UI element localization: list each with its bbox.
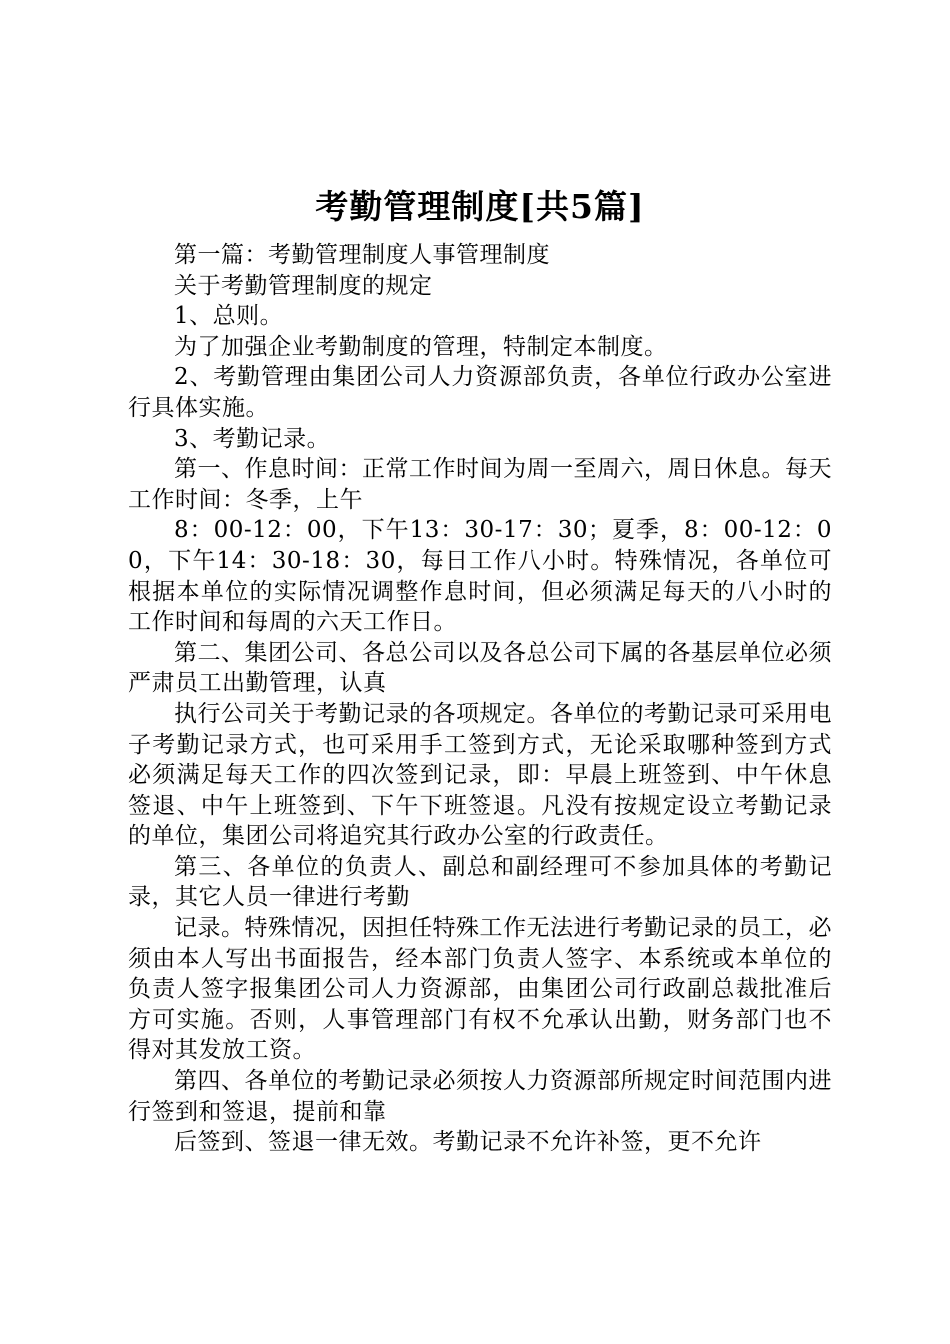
paragraph-general-principles: 1、总则。 xyxy=(174,303,284,330)
paragraph-subtitle: 关于考勤管理制度的规定 xyxy=(174,272,433,299)
paragraph-rule-three-details: 记录。特殊情况，因担任特殊工作无法进行考勤记录的员工，必须由本人写出书面报告，经本部门负责人签字、本系统或本单位的负责人签字报集团公司人力资源部，由集团公司行政副总裁批准后方可实施。否则，人事管理部门有权不允承认出勤，财务部门也不得对其发放工资。 xyxy=(128,915,832,1064)
paragraph-rule-two-details: 执行公司关于考勤记录的各项规定。各单位的考勤记录可采用电子考勤记录方式，也可采用手工签到方式，无论采取哪种签到方式必须满足每天工作的四次签到记录，即：早晨上班签到、中午休息签退、中午上班签到、下午下班签退。凡没有按规定设立考勤记录的单位，集团公司将追究其行政办公室的行政责任。 xyxy=(128,700,832,850)
paragraph-rule-two: 第二、集团公司、各总公司以及各总公司下属的各基层单位必须严肃员工出勤管理，认真 xyxy=(128,639,832,697)
paragraph-purpose: 为了加强企业考勤制度的管理，特制定本制度。 xyxy=(174,333,668,360)
paragraph-responsibility: 2、考勤管理由集团公司人力资源部负责，各单位行政办公室进行具体实施。 xyxy=(128,364,832,421)
paragraph-rule-four: 第四、各单位的考勤记录必须按人力资源部所规定时间范围内进行签到和签退，提前和靠 xyxy=(128,1068,832,1125)
paragraph-working-hours: 第一、作息时间：正常工作时间为周一至周六，周日休息。每天工作时间：冬季，上午 xyxy=(128,456,832,513)
paragraph-schedule-details: 8：00-12：00，下午13：30-17：30；夏季，8：00-12：00，下午14：30-18：30，每日工作八小时。特殊情况，各单位可根据本单位的实际情况调整作息时间，但必须满足每天的八小时的工作时间和每周的六天工作日。 xyxy=(128,517,832,636)
document-page xyxy=(128,182,832,1158)
paragraph-attendance-records: 3、考勤记录。 xyxy=(174,425,331,452)
document-title: 考勤管理制度[共5篇] xyxy=(315,187,645,226)
paragraph-section-heading: 第一篇：考勤管理制度人事管理制度 xyxy=(174,242,550,268)
paragraph-rule-four-details: 后签到、签退一律无效。考勤记录不允许补签，更不允许 xyxy=(174,1129,762,1156)
paragraph-rule-three: 第三、各单位的负责人、副总和副经理可不参加具体的考勤记录，其它人员一律进行考勤 xyxy=(128,853,832,911)
